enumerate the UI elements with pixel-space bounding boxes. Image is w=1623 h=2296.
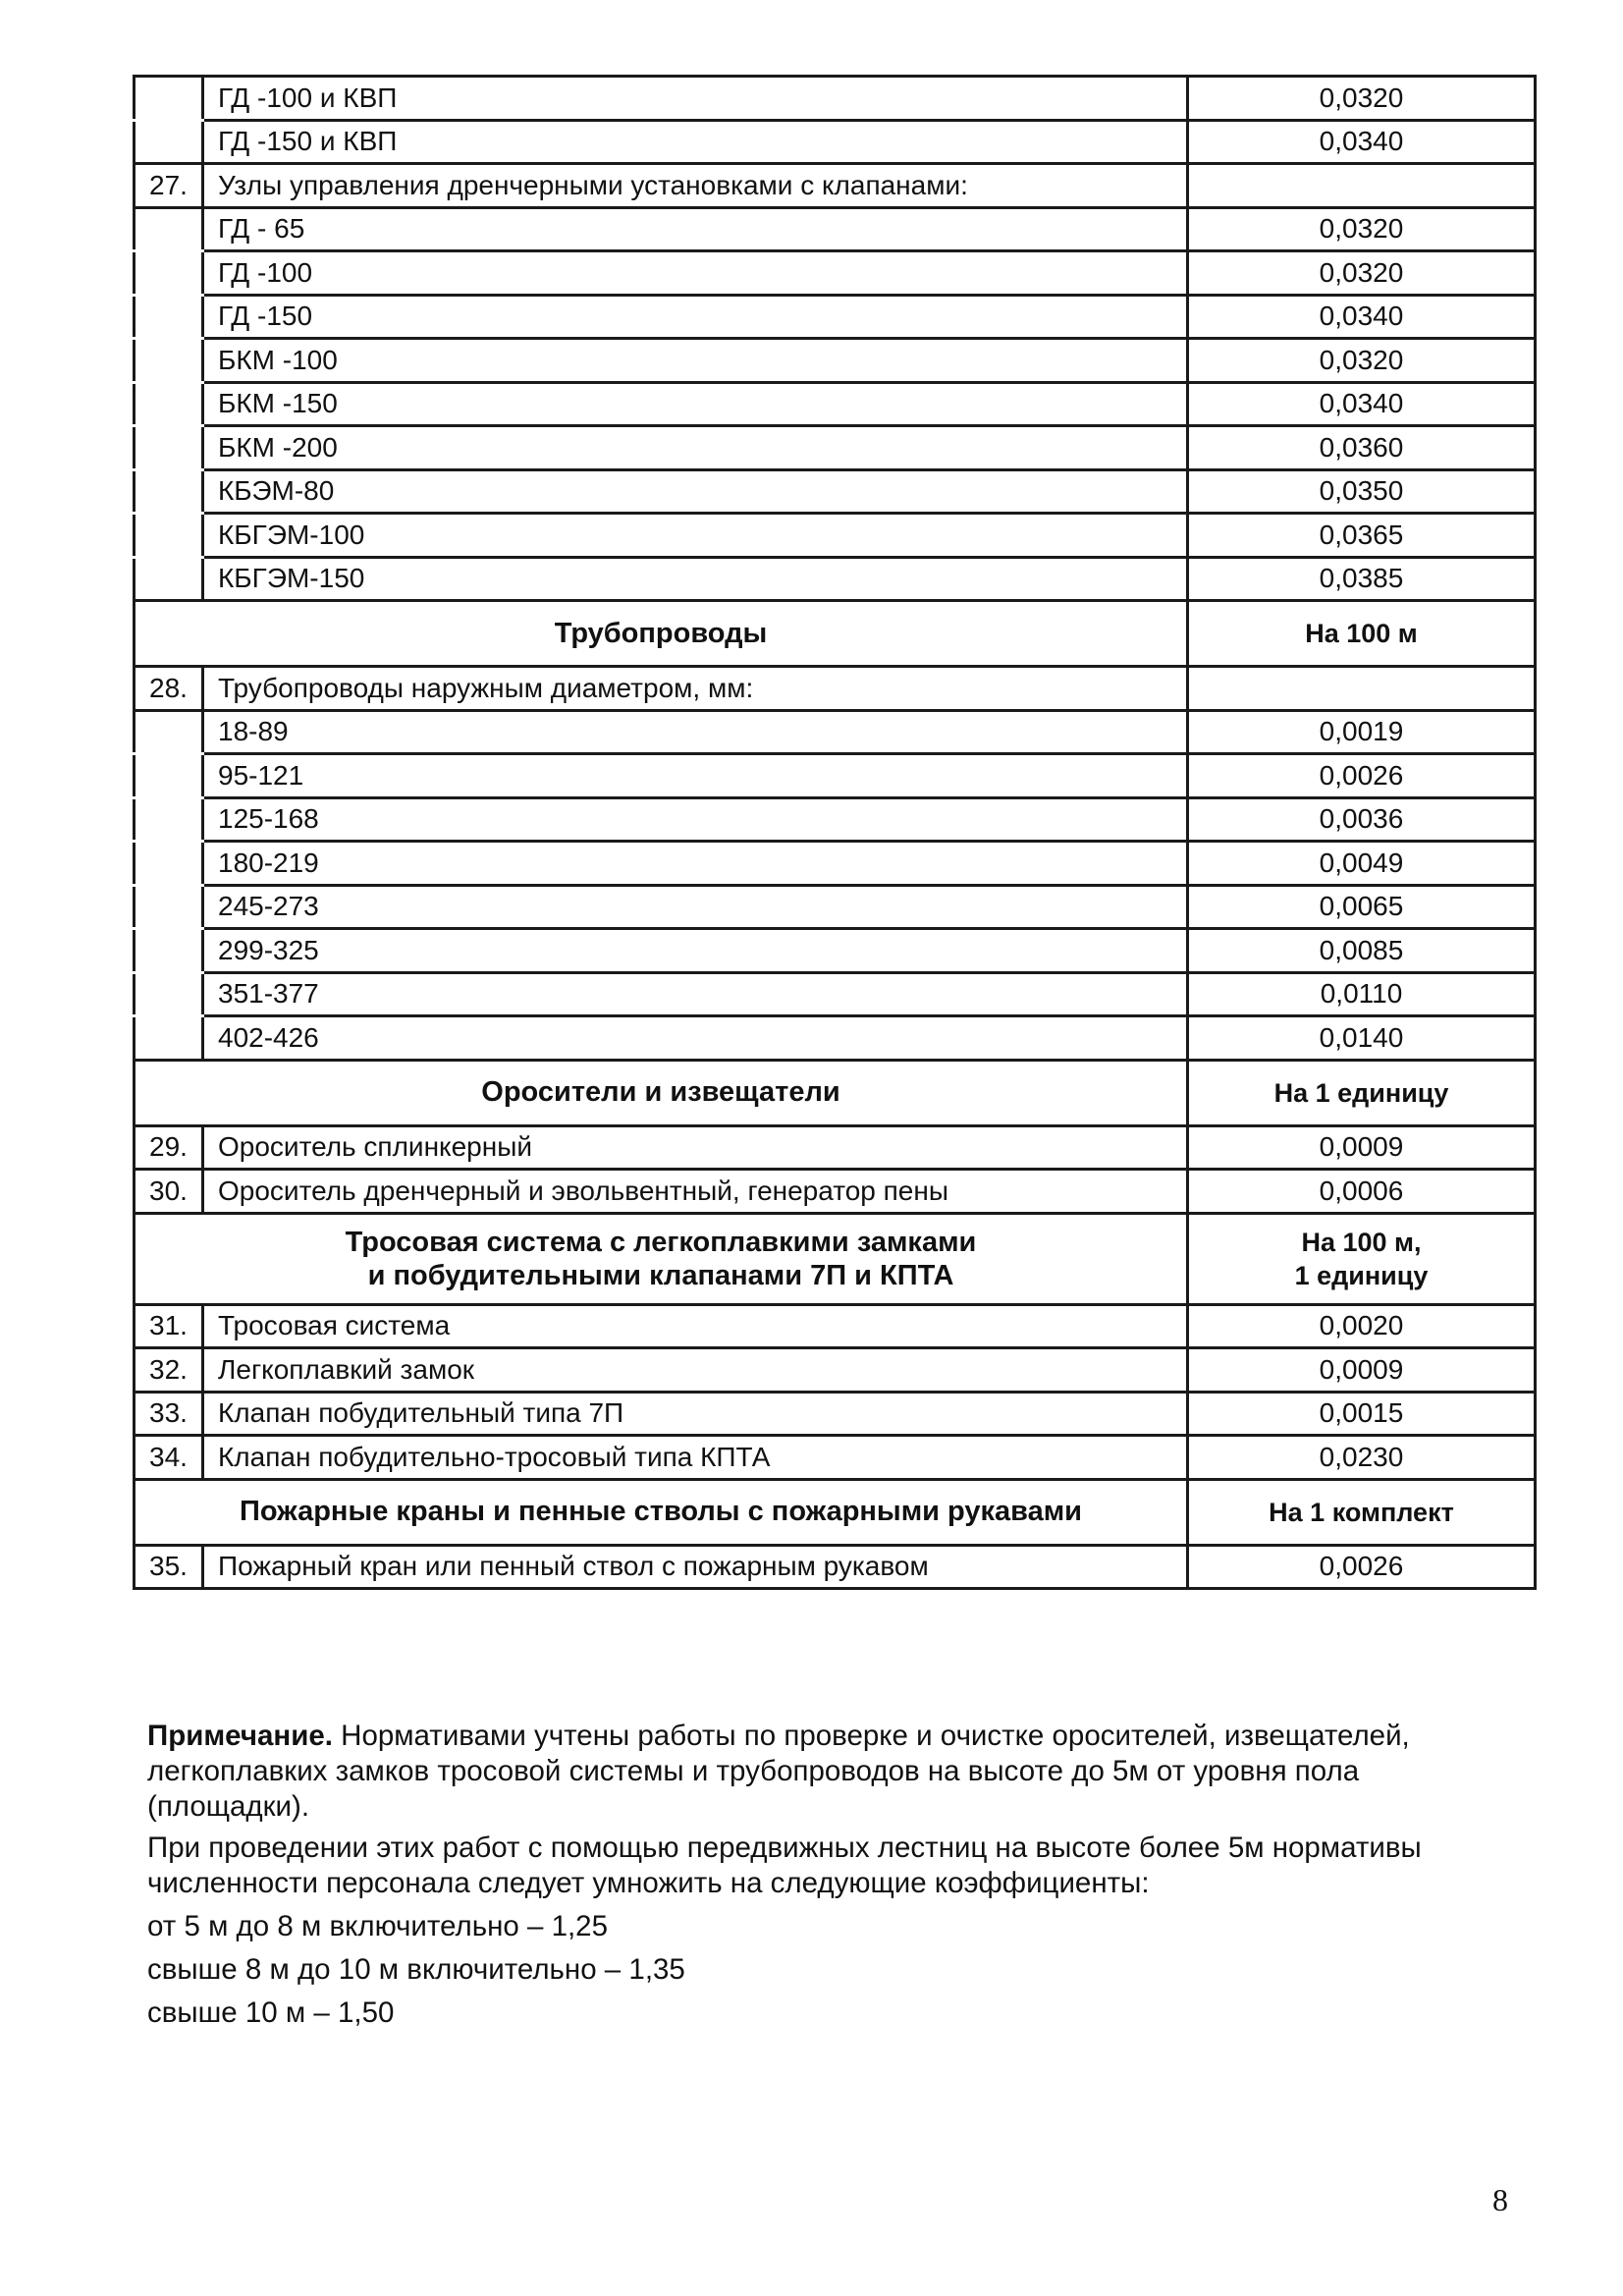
table-row bbox=[135, 1348, 1536, 1393]
note-paragraph: При проведении этих работ с помощью передвижных лестниц на высоте более 5м нормативы численности персонала следует умножить на следующие коэффициенты: bbox=[147, 1831, 1422, 1899]
item-value: 0,0110 bbox=[1188, 972, 1536, 1016]
row-number bbox=[135, 972, 203, 1016]
item-name: Узлы управления дренчерными установками с клапанами: bbox=[203, 164, 1188, 208]
item-value: 0,0020 bbox=[1188, 1304, 1536, 1348]
table-row bbox=[135, 1545, 1536, 1589]
item-value: 0,0009 bbox=[1188, 1125, 1536, 1170]
item-name: 402-426 bbox=[203, 1016, 1188, 1061]
item-name: ГД - 65 bbox=[203, 207, 1188, 251]
coefficient-line: от 5 м до 8 м включительно – 1,25 bbox=[147, 1910, 608, 1942]
table-row bbox=[135, 1016, 1536, 1061]
item-name: Пожарный кран или пенный ствол с пожарным рукавом bbox=[203, 1545, 1188, 1589]
table-row bbox=[135, 754, 1536, 798]
table-row bbox=[135, 339, 1536, 383]
item-value bbox=[1188, 164, 1536, 208]
section-unit bbox=[1188, 1213, 1536, 1304]
row-number: 28. bbox=[135, 667, 203, 711]
item-value: 0,0230 bbox=[1188, 1436, 1536, 1480]
table-row bbox=[135, 295, 1536, 339]
item-value: 0,0065 bbox=[1188, 885, 1536, 929]
item-value: 0,0385 bbox=[1188, 557, 1536, 601]
item-value: 0,0320 bbox=[1188, 207, 1536, 251]
row-number bbox=[135, 514, 203, 558]
coefficient-line: свыше 8 м до 10 м включительно – 1,35 bbox=[147, 1953, 685, 1986]
section-header-hydrants bbox=[135, 1479, 1536, 1545]
item-name: Клапан побудительно-тросовый типа КПТА bbox=[203, 1436, 1188, 1480]
item-name: БКМ -100 bbox=[203, 339, 1188, 383]
row-number bbox=[135, 842, 203, 886]
item-name: КБГЭМ-150 bbox=[203, 557, 1188, 601]
table-row bbox=[135, 667, 1536, 711]
row-number bbox=[135, 797, 203, 842]
item-value: 0,0019 bbox=[1188, 710, 1536, 754]
item-value: 0,0340 bbox=[1188, 382, 1536, 426]
section-header-cable bbox=[135, 1213, 1536, 1304]
item-value: 0,0026 bbox=[1188, 1545, 1536, 1589]
item-value: 0,0360 bbox=[1188, 426, 1536, 470]
row-number: 31. bbox=[135, 1304, 203, 1348]
table-row bbox=[135, 382, 1536, 426]
row-number bbox=[135, 469, 203, 514]
item-name: 95-121 bbox=[203, 754, 1188, 798]
row-number: 34. bbox=[135, 1436, 203, 1480]
row-number: 29. bbox=[135, 1125, 203, 1170]
section-title bbox=[135, 1213, 1188, 1304]
row-number bbox=[135, 382, 203, 426]
table-row bbox=[135, 842, 1536, 886]
item-name: 245-273 bbox=[203, 885, 1188, 929]
row-number bbox=[135, 929, 203, 973]
item-value: 0,0340 bbox=[1188, 295, 1536, 339]
section-unit: На 1 единицу bbox=[1188, 1060, 1536, 1125]
table-row bbox=[135, 557, 1536, 601]
item-name: БКМ -150 bbox=[203, 382, 1188, 426]
item-value: 0,0320 bbox=[1188, 77, 1536, 121]
item-name: Легкоплавкий замок bbox=[203, 1348, 1188, 1393]
row-number bbox=[135, 207, 203, 251]
row-number: 32. bbox=[135, 1348, 203, 1393]
item-value: 0,0006 bbox=[1188, 1170, 1536, 1214]
row-number bbox=[135, 754, 203, 798]
table-row bbox=[135, 426, 1536, 470]
table-row bbox=[135, 1304, 1536, 1348]
item-value: 0,0365 bbox=[1188, 514, 1536, 558]
row-number: 27. bbox=[135, 164, 203, 208]
item-name: ГД -100 и КВП bbox=[203, 77, 1188, 121]
table-row bbox=[135, 120, 1536, 164]
item-value: 0,0026 bbox=[1188, 754, 1536, 798]
note-text: Нормативами учтены работы по проверке и очистке оросителей, извещателей, легкоплавких замков тросовой системы и трубопроводов на высоте до 5м от уровня пола (площадки). bbox=[147, 1720, 1410, 1823]
section-title: Пожарные краны и пенные стволы с пожарными рукавами bbox=[135, 1479, 1188, 1545]
section-title: Оросители и извещатели bbox=[135, 1060, 1188, 1125]
item-value: 0,0085 bbox=[1188, 929, 1536, 973]
row-number bbox=[135, 339, 203, 383]
table-row bbox=[135, 710, 1536, 754]
norms-table bbox=[133, 75, 1537, 1590]
note-label: Примечание. bbox=[147, 1720, 333, 1752]
section-header-sprinklers bbox=[135, 1060, 1536, 1125]
item-value: 0,0140 bbox=[1188, 1016, 1536, 1061]
section-unit: На 1 комплект bbox=[1188, 1479, 1536, 1545]
table-row bbox=[135, 885, 1536, 929]
table-row bbox=[135, 797, 1536, 842]
row-number bbox=[135, 77, 203, 121]
row-number bbox=[135, 251, 203, 296]
table-row bbox=[135, 1170, 1536, 1214]
row-number: 30. bbox=[135, 1170, 203, 1214]
note-block bbox=[147, 1719, 1502, 2031]
item-name: КБЭМ-80 bbox=[203, 469, 1188, 514]
table-row bbox=[135, 929, 1536, 973]
row-number bbox=[135, 1016, 203, 1061]
item-value: 0,0009 bbox=[1188, 1348, 1536, 1393]
row-number bbox=[135, 885, 203, 929]
note-paragraph bbox=[147, 1719, 1502, 1825]
table-row bbox=[135, 77, 1536, 121]
item-name: 180-219 bbox=[203, 842, 1188, 886]
item-name: ГД -150 и КВП bbox=[203, 120, 1188, 164]
page-number: 8 bbox=[1492, 2182, 1508, 2217]
section-header-pipes bbox=[135, 601, 1536, 667]
item-name: 351-377 bbox=[203, 972, 1188, 1016]
item-name: 125-168 bbox=[203, 797, 1188, 842]
section-title-line: и побудительными клапанами 7П и КПТА bbox=[367, 1259, 954, 1291]
item-name: ГД -100 bbox=[203, 251, 1188, 296]
table-row bbox=[135, 972, 1536, 1016]
item-value: 0,0015 bbox=[1188, 1392, 1536, 1436]
item-name: Ороситель сплинкерный bbox=[203, 1125, 1188, 1170]
item-name: 299-325 bbox=[203, 929, 1188, 973]
row-number bbox=[135, 710, 203, 754]
item-value: 0,0340 bbox=[1188, 120, 1536, 164]
row-number: 33. bbox=[135, 1392, 203, 1436]
item-name: БКМ -200 bbox=[203, 426, 1188, 470]
table-row bbox=[135, 514, 1536, 558]
item-name: 18-89 bbox=[203, 710, 1188, 754]
table-row bbox=[135, 164, 1536, 208]
table-row bbox=[135, 251, 1536, 296]
section-unit-line: На 100 м, bbox=[1301, 1227, 1422, 1257]
table-row bbox=[135, 1436, 1536, 1480]
item-value: 0,0320 bbox=[1188, 251, 1536, 296]
row-number bbox=[135, 557, 203, 601]
item-name: Трубопроводы наружным диаметром, мм: bbox=[203, 667, 1188, 711]
coefficient-line: свыше 10 м – 1,50 bbox=[147, 1996, 395, 2029]
row-number: 35. bbox=[135, 1545, 203, 1589]
row-number bbox=[135, 426, 203, 470]
row-number bbox=[135, 120, 203, 164]
section-unit: На 100 м bbox=[1188, 601, 1536, 667]
item-value bbox=[1188, 667, 1536, 711]
item-value: 0,0036 bbox=[1188, 797, 1536, 842]
item-name: КБГЭМ-100 bbox=[203, 514, 1188, 558]
row-number bbox=[135, 295, 203, 339]
section-title-line: Тросовая система с легкоплавкими замками bbox=[345, 1226, 977, 1258]
table-row bbox=[135, 1125, 1536, 1170]
item-name: ГД -150 bbox=[203, 295, 1188, 339]
item-name: Ороситель дренчерный и эвольвентный, генератор пены bbox=[203, 1170, 1188, 1214]
item-name: Клапан побудительный типа 7П bbox=[203, 1392, 1188, 1436]
table-row bbox=[135, 207, 1536, 251]
item-value: 0,0350 bbox=[1188, 469, 1536, 514]
item-name: Тросовая система bbox=[203, 1304, 1188, 1348]
item-value: 0,0320 bbox=[1188, 339, 1536, 383]
section-title: Трубопроводы bbox=[135, 601, 1188, 667]
table-row bbox=[135, 469, 1536, 514]
item-value: 0,0049 bbox=[1188, 842, 1536, 886]
section-unit-line: 1 единицу bbox=[1294, 1260, 1429, 1290]
table-row bbox=[135, 1392, 1536, 1436]
